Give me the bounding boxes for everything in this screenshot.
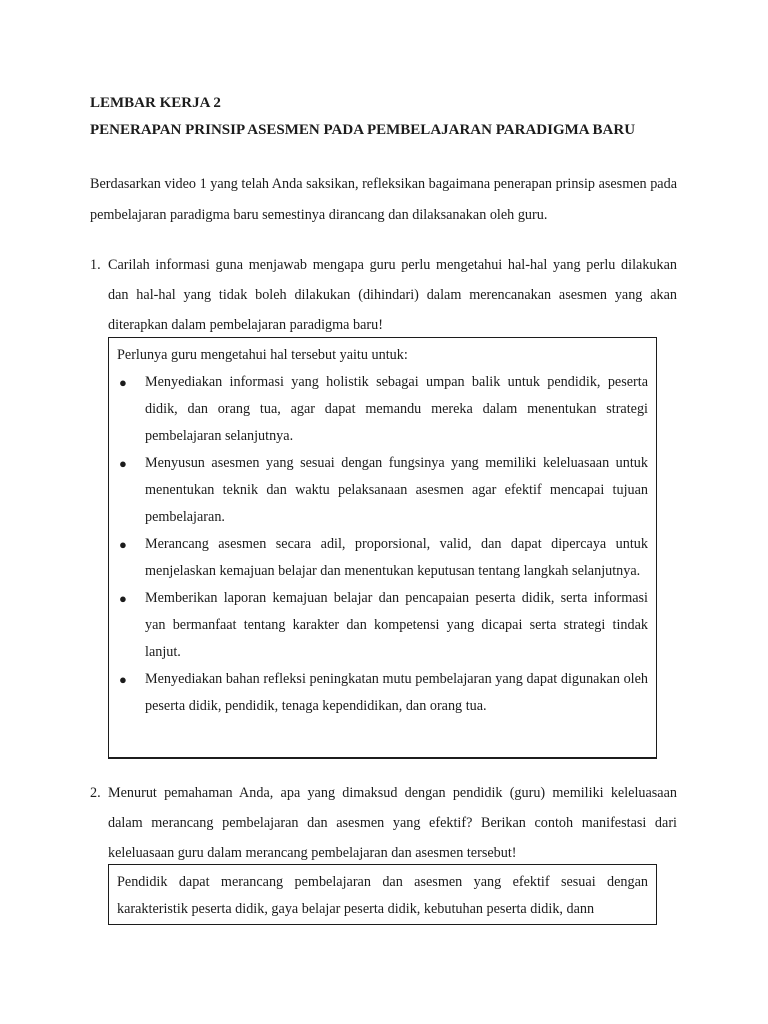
bullet-icon: ● xyxy=(119,375,127,390)
list-item-text: Memberikan laporan kemajuan belajar dan pencapaian peserta didik, serta informasi yan bermanfaat tentang karakter dan kompetensi yang dicapai serta strategi tindak lanjut. xyxy=(145,590,648,660)
answer-box-2 xyxy=(108,864,657,925)
question-text: Menurut pemahaman Anda, apa yang dimaksud dengan pendidik (guru) memiliki keleluasaan dalam merancang pembelajaran dan asesmen yang efektif? Berikan contoh manifestasi dari keleluasaan guru dalam merancang pembelajaran dan asesmen tersebut! xyxy=(108,785,677,861)
answer-intro: Perlunya guru mengetahui hal tersebut yaitu untuk: xyxy=(117,347,408,363)
bullet-icon: ● xyxy=(119,672,127,687)
question-1 xyxy=(90,250,677,340)
answer-bullet-list xyxy=(117,369,648,720)
question-number: 2. xyxy=(90,785,101,801)
list-item xyxy=(117,531,648,585)
list-item-text: Menyediakan bahan refleksi peningkatan mutu pembelajaran yang dapat digunakan oleh peserta didik, pendidik, tenaga kependidikan, dan orang tua. xyxy=(145,671,648,714)
question-2 xyxy=(90,778,677,868)
bullet-icon: ● xyxy=(119,456,127,471)
list-item xyxy=(117,666,648,720)
list-item xyxy=(117,450,648,531)
worksheet-title: LEMBAR KERJA 2 xyxy=(90,95,221,111)
worksheet-subtitle: PENERAPAN PRINSIP ASESMEN PADA PEMBELAJARAN PARADIGMA BARU xyxy=(90,122,636,138)
intro-paragraph: Berdasarkan video 1 yang telah Anda saksikan, refleksikan bagaimana penerapan prinsip asesmen pada pembelajaran paradigma baru semestinya dirancang dan dilaksanakan oleh guru. xyxy=(90,176,677,223)
list-item xyxy=(117,585,648,666)
list-item xyxy=(117,369,648,450)
list-item-text: Menyusun asesmen yang sesuai dengan fungsinya yang memiliki keleluasaan untuk menentukan teknik dan waktu pelaksanaan asesmen agar efektif mencapai tujuan pembelajaran. xyxy=(145,455,648,525)
question-number: 1. xyxy=(90,257,101,273)
list-item-text: Menyediakan informasi yang holistik sebagai umpan balik untuk pendidik, peserta didik, dan orang tua, agar dapat memandu mereka dalam menentukan strategi pembelajaran selanjutnya. xyxy=(145,374,648,444)
question-text: Carilah informasi guna menjawab mengapa guru perlu mengetahui hal-hal yang perlu dilakukan dan hal-hal yang tidak boleh dilakukan (dihindari) dalam merencanakan asesmen yang akan diterapkan dalam pembelajaran paradigma baru! xyxy=(108,257,677,333)
answer-text: Pendidik dapat merancang pembelajaran dan asesmen yang efektif sesuai dengan karakteristik peserta didik, gaya belajar peserta didik, kebutuhan peserta didik, dann xyxy=(117,874,648,917)
bullet-icon: ● xyxy=(119,591,127,606)
bullet-icon: ● xyxy=(119,537,127,552)
list-item-text: Merancang asesmen secara adil, proporsional, valid, dan dapat dipercaya untuk menjelaskan kemajuan belajar dan menentukan keputusan tentang langkah selanjutnya. xyxy=(145,536,648,579)
answer-box-1 xyxy=(108,337,657,759)
